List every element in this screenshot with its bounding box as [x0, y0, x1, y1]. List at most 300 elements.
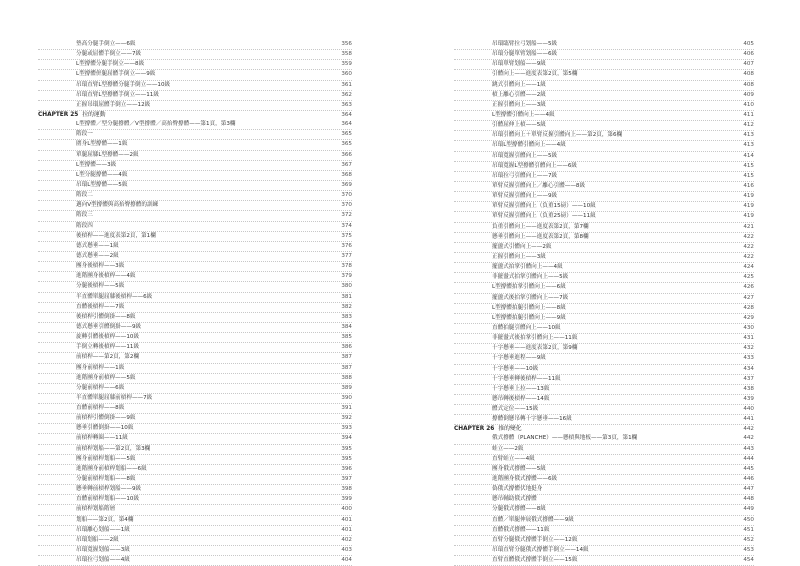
- page-number: 430: [743, 324, 754, 331]
- page-number: 433: [743, 355, 754, 362]
- toc-entry-title: 十字懸垂——進度表第2頁，第9欄: [492, 345, 578, 352]
- toc-entry-title: 吊環划船——2級: [76, 536, 119, 543]
- toc-entry-title: 團身前槓桿——1級: [76, 364, 125, 371]
- page-number: 419: [743, 213, 754, 220]
- toc-entry: [38, 414, 352, 424]
- page-number: 391: [341, 405, 352, 412]
- chapter-heading: [38, 111, 352, 120]
- toc-entry: [454, 526, 754, 536]
- toc-entry-title: L型撐體／型分腿撐體／V型撐體／高抬臀撐體——第1頁，第3欄: [76, 121, 236, 128]
- page-number: 445: [743, 465, 754, 472]
- chapter-label: [454, 425, 737, 434]
- page-number: 382: [341, 303, 352, 310]
- toc-entry: [38, 40, 352, 50]
- toc-entry-title: 撐體倒懸吊轉十字懸垂——16級: [492, 416, 572, 423]
- toc-entry: [38, 303, 352, 313]
- toc-entry: [38, 546, 352, 556]
- page-number: 361: [341, 81, 352, 88]
- toc-entry-title: 正握引體向上——3級: [492, 101, 546, 108]
- page-number: 410: [743, 101, 754, 108]
- toc-entry: [454, 455, 754, 465]
- page-number: 425: [743, 274, 754, 281]
- toc-entry-title: 懸垂引體向上——進度表第2頁，第8欄: [492, 233, 589, 240]
- page-number: 392: [341, 415, 352, 422]
- page-number: 366: [341, 151, 352, 158]
- toc-entry: [454, 111, 754, 121]
- page-number: 389: [341, 384, 352, 391]
- toc-entry-title: 懸垂轉前槓桿划船——9級: [76, 486, 142, 493]
- page-number: 396: [341, 465, 352, 472]
- page-number: 438: [743, 385, 754, 392]
- toc-entry: [38, 404, 352, 414]
- toc-entry: [38, 70, 352, 80]
- toc-entry: [38, 374, 352, 384]
- toc-entry: [38, 242, 352, 252]
- page-number: 451: [743, 526, 754, 533]
- page-number: 402: [341, 536, 352, 543]
- toc-entry-title: 擺盪式後拍掌引體向上——7級: [492, 294, 569, 301]
- toc-entry: [454, 405, 754, 415]
- toc-entry-title: 圍身L型撐體——1級: [76, 141, 128, 148]
- toc-entry-title: 吊環寬握划船——3級: [76, 547, 130, 554]
- toc-entry-title: 半直體單腿屈膝前槓桿——7級: [76, 394, 153, 401]
- page-number: 386: [341, 344, 352, 351]
- toc-entry: [38, 516, 352, 526]
- toc-entry: [454, 556, 754, 566]
- chapter-label: [38, 111, 335, 120]
- page-number: 409: [743, 91, 754, 98]
- toc-entry: [454, 91, 754, 101]
- toc-entry: [38, 353, 352, 363]
- page-number: 413: [743, 142, 754, 149]
- toc-entry-title: 吊環引體向上＋單臂反握引體向上——第2頁，第6欄: [492, 132, 623, 139]
- toc-entry: [454, 434, 754, 444]
- toc-entry-title: 單臂反握引體向上（負重25磅）——11級: [492, 213, 596, 220]
- page-number: 369: [341, 181, 352, 188]
- toc-entry-title: 十字懸垂——10級: [492, 365, 539, 372]
- toc-entry-title: 體式定位——15級: [492, 406, 539, 413]
- page-number: 376: [341, 242, 352, 249]
- toc-entry-title: 分腿或屈體手倒立——7級: [76, 51, 142, 58]
- toc-entry-title: 吊環臨臂拉弓划船——5級: [492, 41, 558, 47]
- toc-entry: [454, 334, 754, 344]
- toc-entry-title: 十字懸垂上拉——13級: [492, 385, 550, 392]
- page-number: 434: [743, 365, 754, 372]
- toc-entry-title: L型撐體拍掌引體向上——6級: [492, 284, 566, 291]
- toc-entry: [38, 394, 352, 404]
- toc-entry-title: 前槓桿划船階層: [76, 506, 116, 513]
- toc-entry: [38, 101, 352, 111]
- page-number: 407: [743, 61, 754, 68]
- chapter-heading: [454, 425, 754, 434]
- page-number: 401: [341, 526, 352, 533]
- toc-entry: [38, 556, 352, 566]
- toc-entry: [38, 60, 352, 70]
- page-number: 359: [341, 61, 352, 68]
- page-number: 426: [743, 284, 754, 291]
- toc-entry-title: 吊環拉弓划船——4級: [76, 557, 130, 564]
- page-number: 395: [341, 445, 352, 452]
- toc-entry: [38, 151, 352, 161]
- toc-entry: [38, 171, 352, 181]
- toc-entry-title: 吊環直臂分腿俄式撐體手倒立——14級: [492, 547, 589, 554]
- toc-entry: [38, 313, 352, 323]
- toc-entry: [38, 445, 352, 455]
- toc-entry-title: 後槓桿引體倒掛——8級: [76, 313, 136, 320]
- toc-left-column: [38, 40, 352, 566]
- toc-entry-title: 懸吊轉後槓桿——14級: [492, 395, 550, 402]
- page-number: 394: [341, 435, 352, 442]
- page-number: 413: [743, 132, 754, 139]
- toc-entry: [38, 91, 352, 101]
- page-number: 364: [341, 121, 352, 128]
- toc-entry: [454, 162, 754, 172]
- toc-entry-title: 吊環寬握L型撐體引體向上——6級: [492, 162, 577, 169]
- toc-entry: [38, 140, 352, 150]
- toc-entry-title: L型撐體拍腿引體向上——8級: [492, 304, 566, 311]
- page-number: 360: [341, 71, 352, 78]
- toc-entry: [38, 201, 352, 211]
- toc-entry-title: 手倒立轉後槓桿——11級: [76, 344, 140, 351]
- toc-entry: [38, 364, 352, 374]
- chapter-number: CHAPTER 26: [454, 426, 495, 433]
- page-number: 432: [743, 345, 754, 352]
- toc-entry-title: 吊環離心划船——1級: [76, 526, 130, 533]
- toc-entry-title: 前槓桿划船——第2頁，第3欄: [76, 445, 151, 452]
- toc-entry-title: 吊環拉弓引體向上——7級: [492, 172, 558, 179]
- toc-entry: [454, 375, 754, 385]
- toc-entry: [454, 505, 754, 515]
- toc-entry: [38, 211, 352, 221]
- toc-entry: [454, 121, 754, 131]
- toc-entry-title: 分腿前槓桿划船——8級: [76, 476, 136, 483]
- toc-entry: [38, 272, 352, 282]
- toc-entry-title: 懸吊輔助俄式撐體: [492, 496, 537, 503]
- page-number: 363: [341, 101, 352, 108]
- toc-entry-title: 德式懸垂——1級: [76, 242, 119, 249]
- toc-entry: [38, 526, 352, 536]
- page-number: 401: [341, 516, 352, 523]
- page-number: 404: [341, 557, 352, 564]
- toc-entry-title: 非擺盪式後拍掌引體向上——11級: [492, 335, 578, 342]
- page-number: 365: [341, 131, 352, 138]
- page-number: 399: [341, 496, 352, 503]
- page-number: 370: [341, 202, 352, 209]
- toc-entry: [38, 120, 352, 130]
- toc-entry: [454, 141, 754, 151]
- page-number: 415: [743, 172, 754, 179]
- page-number: 449: [743, 506, 754, 513]
- toc-entry: [454, 172, 754, 182]
- page-number: 381: [341, 293, 352, 300]
- toc-entry: [454, 365, 754, 375]
- page-number: 367: [341, 161, 352, 168]
- toc-entry-title: 單腿屈膝L型撐體——2級: [76, 151, 139, 158]
- toc-entry-title: 吊環分腿單臂划船——6級: [492, 51, 558, 58]
- page-number: 428: [743, 304, 754, 311]
- toc-entry: [454, 212, 754, 222]
- toc-entry-title: 俄式撐體（PLANCHE）——懸槓與地板——第3頁，第1欄: [492, 435, 638, 442]
- toc-entry-title: 進階團身俄式撐體——6級: [492, 476, 558, 483]
- page-number: 429: [743, 314, 754, 321]
- toc-entry: [38, 262, 352, 272]
- toc-entry: [454, 536, 754, 546]
- page-number: 400: [341, 506, 352, 513]
- toc-entry-title: 蛙立——2級: [492, 445, 524, 452]
- page-number: 422: [743, 233, 754, 240]
- toc-entry-title: 半直體單腿屈膝後槓桿——6級: [76, 293, 153, 300]
- page-number: 419: [743, 203, 754, 210]
- page-number: 405: [743, 41, 754, 47]
- page-number: 374: [341, 222, 352, 229]
- toc-entry: [38, 495, 352, 505]
- page-number: 442: [743, 426, 754, 433]
- toc-entry: [454, 192, 754, 202]
- page-number: 398: [341, 486, 352, 493]
- toc-entry-title: 懸垂引體倒掛——10級: [76, 425, 134, 432]
- toc-entry-title: 正握引體向上——3級: [492, 253, 546, 260]
- toc-entry-title: 正握吊環屈體手倒立——12級: [76, 101, 151, 108]
- page-number: 452: [743, 536, 754, 543]
- chapter-title: 推的變化: [498, 426, 522, 433]
- toc-entry-title: 邁向V型撐體與高抬臀撐體的訓練: [76, 202, 159, 209]
- toc-entry: [38, 505, 352, 515]
- toc-entry-title: L型撐體併腿屈體手倒立——9級: [76, 71, 156, 78]
- toc-entry: [38, 485, 352, 495]
- page-number: 443: [743, 445, 754, 452]
- toc-entry: [454, 304, 754, 314]
- toc-entry-title: 非擺盪式拍掌引體向上——5級: [492, 274, 569, 281]
- page-number: 385: [341, 334, 352, 341]
- toc-entry-title: 引體屈伸上槓——5級: [492, 122, 546, 129]
- toc-entry: [454, 546, 754, 556]
- page-number: 362: [341, 91, 352, 98]
- page-number: 447: [743, 486, 754, 493]
- toc-entry: [454, 233, 754, 243]
- toc-entry: [38, 81, 352, 91]
- page-number: 448: [743, 496, 754, 503]
- page-number: 415: [743, 162, 754, 169]
- toc-entry-title: 吊環L型撐體——5級: [76, 181, 128, 188]
- toc-entry: [454, 516, 754, 526]
- toc-entry: [454, 243, 754, 253]
- page-number: 406: [743, 51, 754, 58]
- page-number: 419: [743, 193, 754, 200]
- toc-entry-title: 階段四: [76, 222, 93, 229]
- toc-entry-title: 直體俄式撐體——11級: [492, 526, 550, 533]
- page-number: 422: [743, 243, 754, 250]
- toc-entry: [454, 475, 754, 485]
- page-number: 408: [743, 81, 754, 88]
- toc-entry: [454, 273, 754, 283]
- toc-entry: [38, 191, 352, 201]
- toc-entry: [454, 415, 754, 425]
- toc-entry-title: 階段三: [76, 212, 93, 219]
- page-number: 368: [341, 171, 352, 178]
- toc-entry-title: 前槓桿——第2頁，第2欄: [76, 354, 140, 361]
- toc-entry: [454, 263, 754, 273]
- page-number: 408: [743, 71, 754, 78]
- page-number: 442: [743, 435, 754, 442]
- page-number: 384: [341, 323, 352, 330]
- toc-entry-title: 旋轉引體後槓桿——10級: [76, 334, 140, 341]
- page-number: 378: [341, 263, 352, 270]
- toc-entry: [38, 181, 352, 191]
- toc-entry: [454, 324, 754, 334]
- toc-entry: [454, 223, 754, 233]
- page-number: 379: [341, 273, 352, 280]
- toc-entry: [454, 60, 754, 70]
- toc-entry-title: 直體前槓桿划船——10級: [76, 496, 140, 503]
- toc-entry-title: 分腿前槓桿——6級: [76, 384, 125, 391]
- page-number: 424: [743, 264, 754, 271]
- page-number: 416: [743, 182, 754, 189]
- toc-entry: [454, 81, 754, 91]
- page-number: 411: [743, 111, 754, 118]
- toc-entry-title: 單臂反握引體向上／離心引體——8級: [492, 182, 586, 189]
- toc-entry-title: 單臂反握引體向上（負重15磅）——10級: [492, 203, 596, 210]
- toc-entry-title: L型撐體——3級: [76, 161, 117, 168]
- toc-entry-title: 團身前槓桿划船——5級: [76, 455, 136, 462]
- page-number: 414: [743, 152, 754, 159]
- toc-entry: [454, 131, 754, 141]
- toc-entry-title: 划船——第2頁，第4欄: [76, 516, 134, 523]
- toc-entry-title: 吊環單臂划船——9級: [492, 61, 546, 68]
- page-number: 441: [743, 416, 754, 423]
- toc-entry: [454, 495, 754, 505]
- page-number: 388: [341, 374, 352, 381]
- toc-entry-title: 直體前槓桿——8級: [76, 405, 125, 412]
- toc-entry-title: 引體向上——進度表第2頁，第5欄: [492, 71, 578, 78]
- toc-entry-title: 直臂蛙立——4級: [492, 455, 535, 462]
- toc-entry-title: 進階團身後槓桿——4級: [76, 273, 136, 280]
- toc-entry: [454, 314, 754, 324]
- toc-entry-title: 分腿後槓桿——5級: [76, 283, 125, 290]
- toc-entry: [454, 152, 754, 162]
- page-number: 453: [743, 547, 754, 554]
- page-number: 431: [743, 335, 754, 342]
- toc-entry: [38, 50, 352, 60]
- toc-right-column: [454, 40, 754, 566]
- chapter-title: 拉的運動: [82, 111, 106, 118]
- page-number: 454: [743, 557, 754, 564]
- toc-entry-title: 十字懸垂轉後槓桿——11級: [492, 375, 561, 382]
- toc-entry: [38, 222, 352, 232]
- toc-entry: [38, 424, 352, 434]
- toc-entry: [38, 293, 352, 303]
- toc-entry-title: 直體／單腿伸展俄式撐體——9級: [492, 516, 574, 523]
- toc-entry: [454, 70, 754, 80]
- page-number: 387: [341, 364, 352, 371]
- page-number: 358: [341, 51, 352, 58]
- toc-entry-title: 直臂分腿俄式撐體手倒立——12級: [492, 536, 578, 543]
- toc-entry-title: 十字懸垂進程——9級: [492, 355, 546, 362]
- toc-entry-title: 直臂直體俄式撐體手倒立——15級: [492, 557, 578, 564]
- toc-entry-title: 墊高分腿手倒立——6級: [76, 41, 136, 47]
- toc-entry: [454, 344, 754, 354]
- toc-entry: [454, 485, 754, 495]
- page-number: 375: [341, 232, 352, 239]
- page-number: 395: [341, 455, 352, 462]
- toc-entry: [454, 354, 754, 364]
- page-number: 393: [341, 425, 352, 432]
- page-number: 370: [341, 192, 352, 199]
- page-number: 444: [743, 455, 754, 462]
- toc-entry: [454, 101, 754, 111]
- page-number: 427: [743, 294, 754, 301]
- toc-entry-title: 跳式引體向上——1級: [492, 81, 546, 88]
- toc-entry: [38, 455, 352, 465]
- toc-entry-title: 吊環L型撐體引體向上——4級: [492, 142, 566, 149]
- toc-entry: [38, 252, 352, 262]
- page-number: 365: [341, 141, 352, 148]
- page-number: 421: [743, 223, 754, 230]
- toc-entry: [38, 130, 352, 140]
- page-number: 372: [341, 212, 352, 219]
- toc-entry: [454, 465, 754, 475]
- page-number: 403: [341, 547, 352, 554]
- toc-entry-title: 單臂反握引體向上——9級: [492, 193, 558, 200]
- toc-entry-title: 德式懸垂引體倒掛——9級: [76, 323, 142, 330]
- toc-entry: [38, 323, 352, 333]
- toc-entry-title: 階段二: [76, 192, 93, 199]
- toc-entry: [38, 475, 352, 485]
- toc-entry-title: 直體拍腿引體向上——10級: [492, 324, 561, 331]
- toc-entry-title: L型分腿撐體——4級: [76, 171, 128, 178]
- toc-entry: [454, 395, 754, 405]
- page-number: 377: [341, 252, 352, 259]
- page-number: 383: [341, 313, 352, 320]
- toc-entry: [38, 343, 352, 353]
- page-number: 422: [743, 253, 754, 260]
- page-number: 412: [743, 122, 754, 129]
- toc-entry-title: 擺盪式引體向上——2級: [492, 243, 552, 250]
- toc-entry-title: L型撐體分腿手倒立——8級: [76, 61, 145, 68]
- toc-entry-title: 階段一: [76, 131, 93, 138]
- page-number: 439: [743, 395, 754, 402]
- toc-entry-title: 吊環直臂L型撐體分腿手倒立——10級: [76, 81, 171, 88]
- page-number: 387: [341, 354, 352, 361]
- toc-entry: [454, 182, 754, 192]
- toc-entry-title: 負重引體向上——進度表第2頁，第7欄: [492, 223, 589, 230]
- chapter-number: CHAPTER 25: [38, 111, 79, 118]
- toc-entry-title: 槓上離心引體——2級: [492, 91, 546, 98]
- toc-entry-title: 德式懸垂——2級: [76, 252, 119, 259]
- toc-entry: [38, 161, 352, 171]
- page-number: 440: [743, 406, 754, 413]
- toc-entry: [454, 385, 754, 395]
- toc-entry-title: 團身後槓桿——3級: [76, 263, 125, 270]
- page-number: 364: [341, 111, 352, 118]
- toc-entry: [38, 465, 352, 475]
- toc-entry: [454, 283, 754, 293]
- toc-entry: [454, 294, 754, 304]
- toc-entry: [38, 333, 352, 343]
- toc-entry-title: 後槓桿——進度表第2頁，第1欄: [76, 232, 156, 239]
- toc-entry: [454, 445, 754, 455]
- toc-entry: [454, 202, 754, 212]
- page-number: 446: [743, 476, 754, 483]
- toc-entry: [38, 536, 352, 546]
- toc-entry: [454, 253, 754, 263]
- toc-entry-title: L型撐體拍腿引體向上——9級: [492, 314, 566, 321]
- toc-entry-title: 進階團身前槓桿划船——6級: [76, 465, 147, 472]
- page-number: 437: [743, 375, 754, 382]
- toc-entry-title: L型撐體引體向上——4級: [492, 111, 555, 118]
- page-number: 380: [341, 283, 352, 290]
- toc-entry: [454, 40, 754, 50]
- toc-entry: [38, 282, 352, 292]
